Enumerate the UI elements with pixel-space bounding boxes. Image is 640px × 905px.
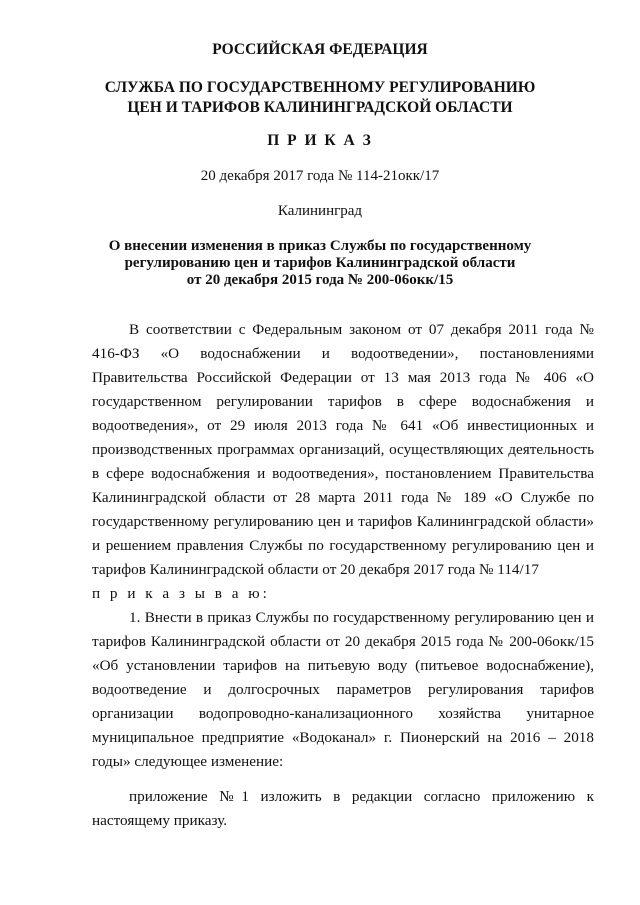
preamble-paragraph: В соответствии с Федеральным законом от 07 декабря 2011 года № 416-ФЗ «О водоснабжении и водоотведении», постановлениями Правительства Российской Федерации от 13 мая 2013 года № 406 «О государственном регулировании тарифов в сфере водоснабжения и водоотведения», от 29 июля 2013 года № 641 «Об инвестиционных и производственных программах организаций, осуществляющих деятельность в сфере водоснабжения и водоотведения», постановлением Правительства Калининградской области от 28 марта 2011 года № 189 «О Службе по государственному регулированию цен и тарифов Калининградской области» и решением правления Службы по государственному регулированию цен и тарифов Калининградской области от 20 декабря 2017 года № 114/17: [92, 321, 594, 578]
subject-line1: О внесении изменения в приказ Службы по государственному: [108, 238, 532, 254]
date-and-number: 20 декабря 2017 года № 114-21окк/17: [200, 168, 440, 184]
document-type: П Р И К А З: [267, 132, 373, 149]
city: Калининград: [277, 203, 363, 219]
document-body: [92, 318, 594, 833]
item-1-change-paragraph: приложение №1 изложить в редакции согласно приложению к настоящему приказу.: [92, 788, 594, 829]
agency-title-line1: СЛУЖБА ПО ГОСУДАРСТВЕННОМУ РЕГУЛИРОВАНИЮ: [104, 79, 536, 96]
agency-title-line2: ЦЕН И ТАРИФОВ КАЛИНИНГРАДСКОЙ ОБЛАСТИ: [127, 99, 513, 116]
country-title: РОССИЙСКАЯ ФЕДЕРАЦИЯ: [212, 41, 428, 58]
item-1-paragraph: 1. Внести в приказ Службы по государственному регулированию цен и тарифов Калининградской области от 20 декабря 2015 года № 200-06окк/15 «Об установлении тарифов на питьевую воду (питьевое водоснабжение), водоотведение и долгосрочных параметров регулирования тарифов организации водопроводно-канализационного хозяйства унитарное муниципальное предприятие «Водоканал» г. Пионерский на 2016 – 2018 годы» следующее изменение:: [92, 609, 594, 770]
subject-line2: регулированию цен и тарифов Калининградской области: [124, 255, 516, 271]
order-word: п р и к а з ы в а ю:: [92, 585, 270, 602]
subject-line3: от 20 декабря 2015 года № 200-06окк/15: [186, 272, 454, 288]
